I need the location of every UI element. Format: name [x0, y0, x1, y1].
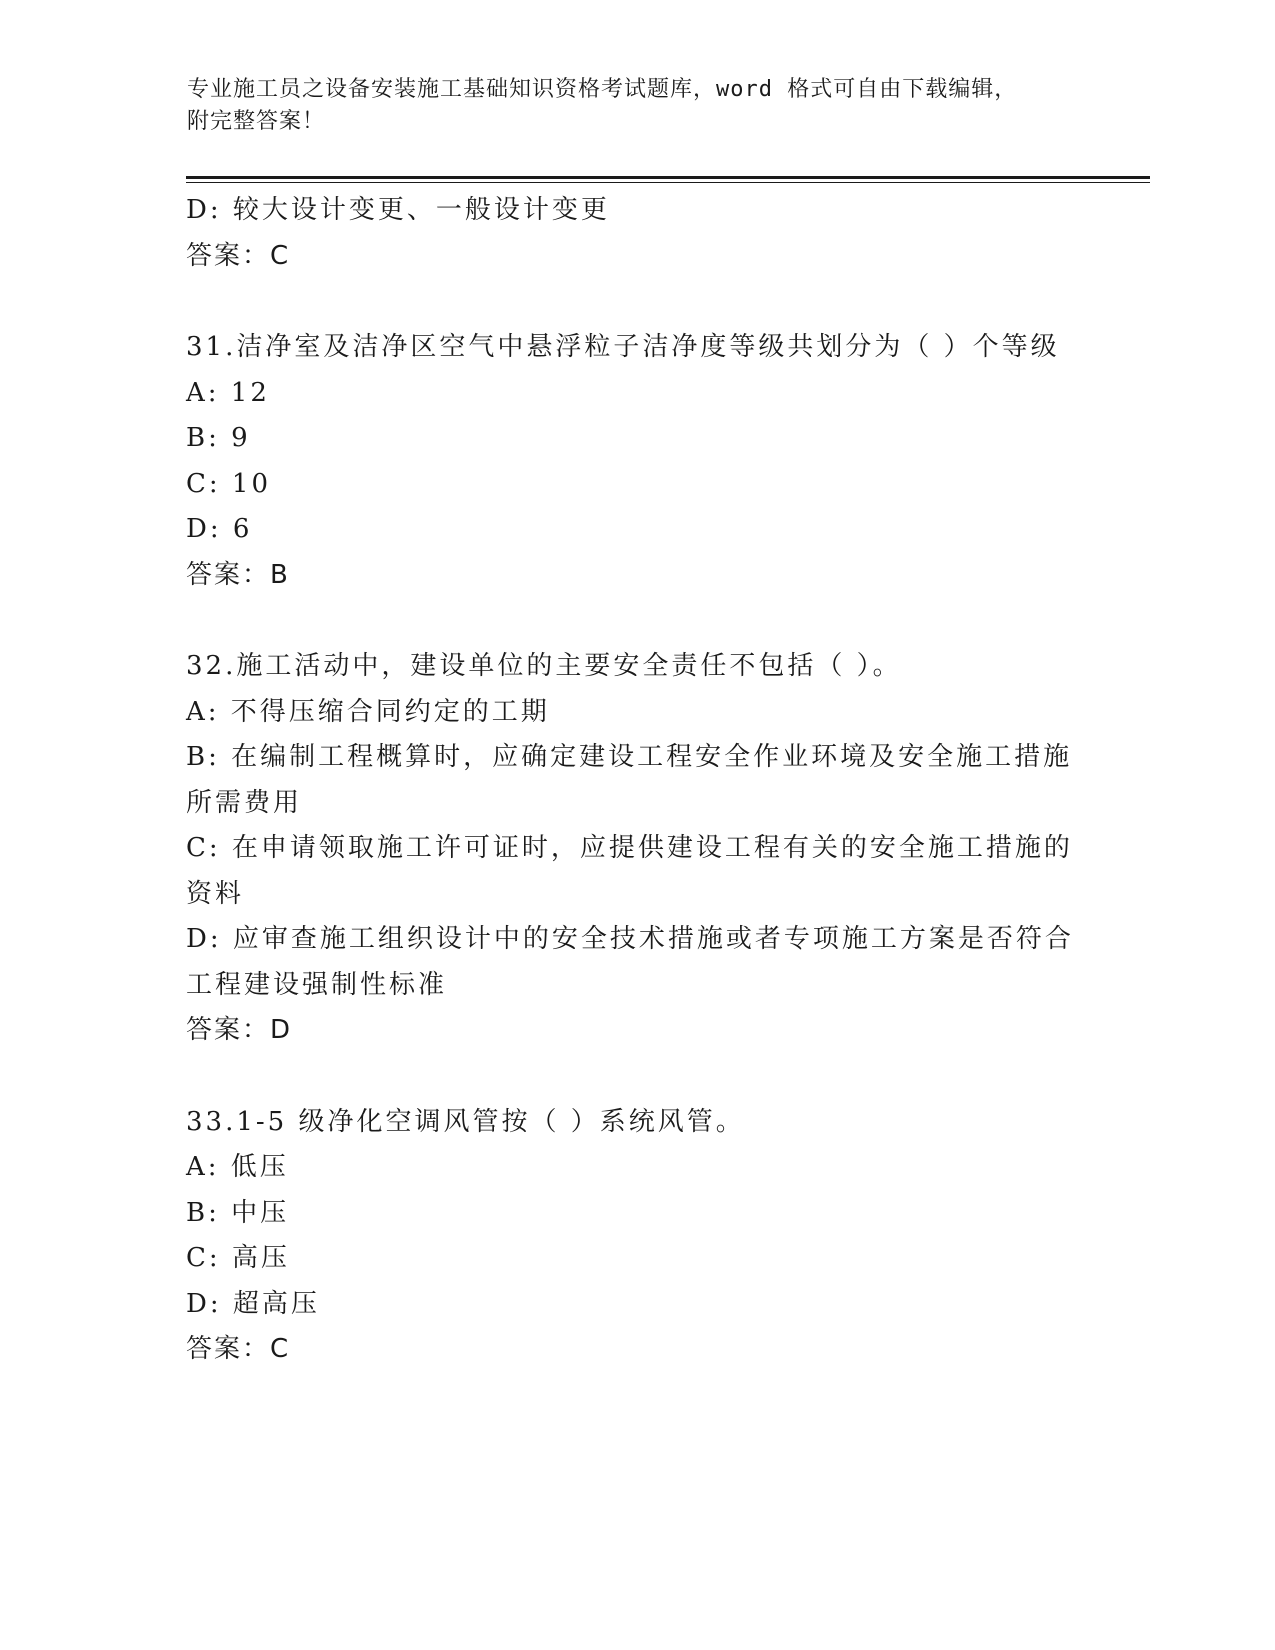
- answer: 答案：C: [186, 1334, 291, 1364]
- option-d-line-2: 工程建设强制性标准: [186, 969, 448, 1000]
- header-divider-thin: [186, 182, 1150, 183]
- question-stem: 32.施工活动中，建设单位的主要安全责任不包括（ ）。: [186, 651, 902, 681]
- answer: 答案：D: [186, 1015, 293, 1045]
- question-30-tail: [186, 188, 1086, 279]
- option-d: D: 较大设计变更、一般设计变更: [186, 195, 610, 225]
- option-d: D: 超高压: [186, 1288, 320, 1319]
- header-line-2: 附完整答案！: [187, 109, 326, 134]
- question-stem: 31.洁净室及洁净区空气中悬浮粒子洁净度等级共划分为（ ）个等级: [186, 332, 1060, 362]
- spacer: [186, 279, 1086, 325]
- option-a: A: 12: [186, 377, 270, 408]
- option-c-line-2: 资料: [186, 878, 245, 909]
- option-a: A: 低压: [186, 1152, 289, 1182]
- question-33: [186, 1100, 1086, 1373]
- option-b: B: 中压: [186, 1197, 290, 1228]
- option-d-line-1: D: 应审查施工组织设计中的安全技术措施或者专项施工方案是否符合: [186, 924, 1074, 954]
- answer: 答案：C: [186, 240, 291, 271]
- document-header: [187, 74, 1067, 138]
- option-c: C: 高压: [186, 1243, 290, 1273]
- option-c: C: 10: [186, 468, 272, 499]
- option-c-line-1: C: 在申请领取施工许可证时，应提供建设工程有关的安全施工措施的: [186, 833, 1073, 863]
- answer: 答案：B: [186, 559, 290, 590]
- question-31: [186, 325, 1086, 598]
- option-b-line-1: B: 在编制工程概算时，应确定建设工程安全作业环境及安全施工措施: [186, 742, 1073, 772]
- question-stem: 33.1-5 级净化空调风管按（ ）系统风管。: [186, 1106, 745, 1137]
- option-a: A: 不得压缩合同约定的工期: [186, 696, 550, 727]
- spacer: [186, 598, 1086, 644]
- option-b-line-2: 所需费用: [186, 787, 303, 818]
- question-32: [186, 644, 1086, 1054]
- option-b: B: 9: [186, 423, 251, 453]
- header-divider-thick: [186, 176, 1150, 179]
- option-d: D: 6: [186, 514, 253, 544]
- question-list: [186, 188, 1086, 1373]
- header-line-1: 专业施工员之设备安装施工基础知识资格考试题库，word 格式可自由下载编辑，: [187, 77, 1018, 102]
- spacer: [186, 1054, 1086, 1100]
